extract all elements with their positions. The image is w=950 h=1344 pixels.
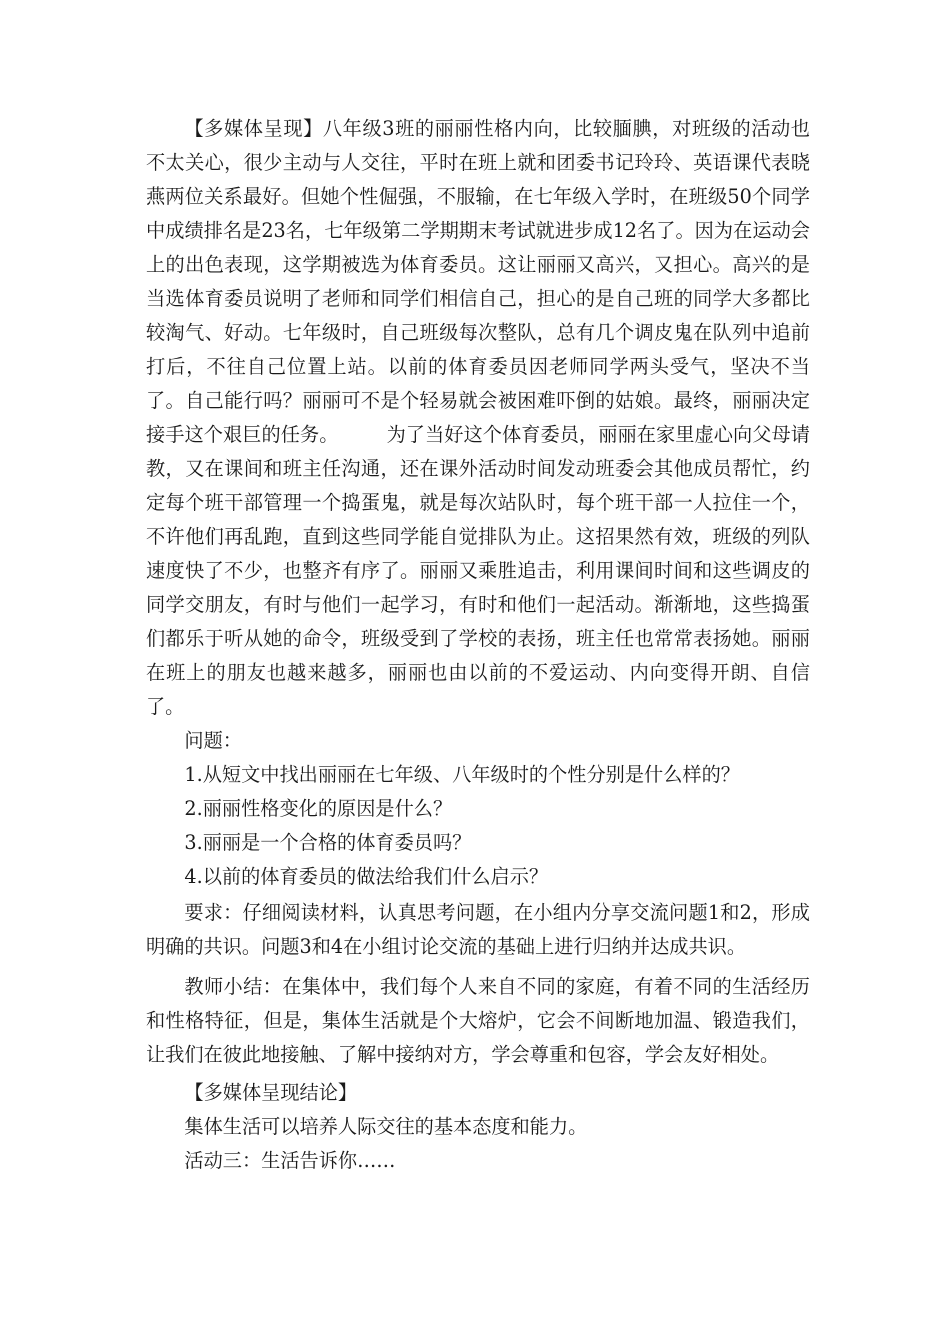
document-page bbox=[146, 112, 810, 1178]
story-part-1: 【多媒体呈现】八年级3班的丽丽性格内向，比较腼腆，对班级的活动也不太关心，很少主动与人交往，平时在班上就和团委书记玲玲、英语课代表晓燕两位关系最好。但她个性倔强，不服输，在七年级入学时，在班级50个同学中成绩排名是23名，七年级第二学期期末考试就进步成12名了。因为在运动会上的出色表现，这学期被选为体育委员。这让丽丽又高兴，又担心。高兴的是当选体育委员说明了老师和同学们相信自己，担心的是自己班的同学大多都比较淘气、好动。七年级时，自己班级每次整队，总有几个调皮鬼在队列中追前打后，不往自己位置上站。以前的体育委员因老师同学两头受气，坚决不当了。自己能行吗？丽丽可不是个轻易就会被困难吓倒的姑娘。最终，丽丽决定接手这个艰巨的任务。 bbox=[146, 117, 810, 446]
question-item-4: 4.以前的体育委员的做法给我们什么启示？ bbox=[184, 865, 549, 888]
story-paragraph bbox=[146, 112, 810, 724]
question-item-1: 1.从短文中找出丽丽在七年级、八年级时的个性分别是什么样的？ bbox=[184, 763, 740, 786]
story-part-2: 为了当好这个体育委员，丽丽在家里虚心向父母请教，又在课间和班主任沟通，还在课外活动时间发动班委会其他成员帮忙，约定每个班干部管理一个捣蛋鬼，就是每次站队时，每个班干部一人拉住一个，不许他们再乱跑，直到这些同学能自觉排队为止。这招果然有效，班级的列队速度快了不少，也整齐有序了。丽丽又乘胜追击，利用课间时间和这些调皮的同学交朋友，有时与他们一起学习，有时和他们一起活动。渐渐地，这些捣蛋们都乐于听从她的命令，班级受到了学校的表扬，班主任也常常表扬她。丽丽在班上的朋友也越来越多，丽丽也由以前的不爱运动、内向变得开朗、自信了。 bbox=[146, 423, 810, 718]
teacher-summary-paragraph: 教师小结：在集体中，我们每个人来自不同的家庭，有着不同的生活经历和性格特征，但是，集体生活就是个大熔炉，它会不间断地加温、锻造我们，让我们在彼此地接触、了解中接纳对方，学会尊重和包容，学会友好相处。 bbox=[146, 975, 810, 1066]
conclusion-heading: 【多媒体呈现结论】 bbox=[184, 1081, 358, 1104]
requirement-paragraph: 要求：仔细阅读材料，认真思考问题，在小组内分享交流问题1和2，形成明确的共识。问题3和4在小组讨论交流的基础上进行归纳并达成共识。 bbox=[146, 901, 810, 958]
activity-three-heading: 活动三：生活告诉你…… bbox=[184, 1149, 396, 1172]
questions-heading: 问题： bbox=[184, 729, 242, 752]
question-item-3: 3.丽丽是一个合格的体育委员吗？ bbox=[184, 831, 472, 854]
conclusion-text: 集体生活可以培养人际交往的基本态度和能力。 bbox=[184, 1115, 588, 1138]
question-item-2: 2.丽丽性格变化的原因是什么？ bbox=[184, 797, 453, 820]
